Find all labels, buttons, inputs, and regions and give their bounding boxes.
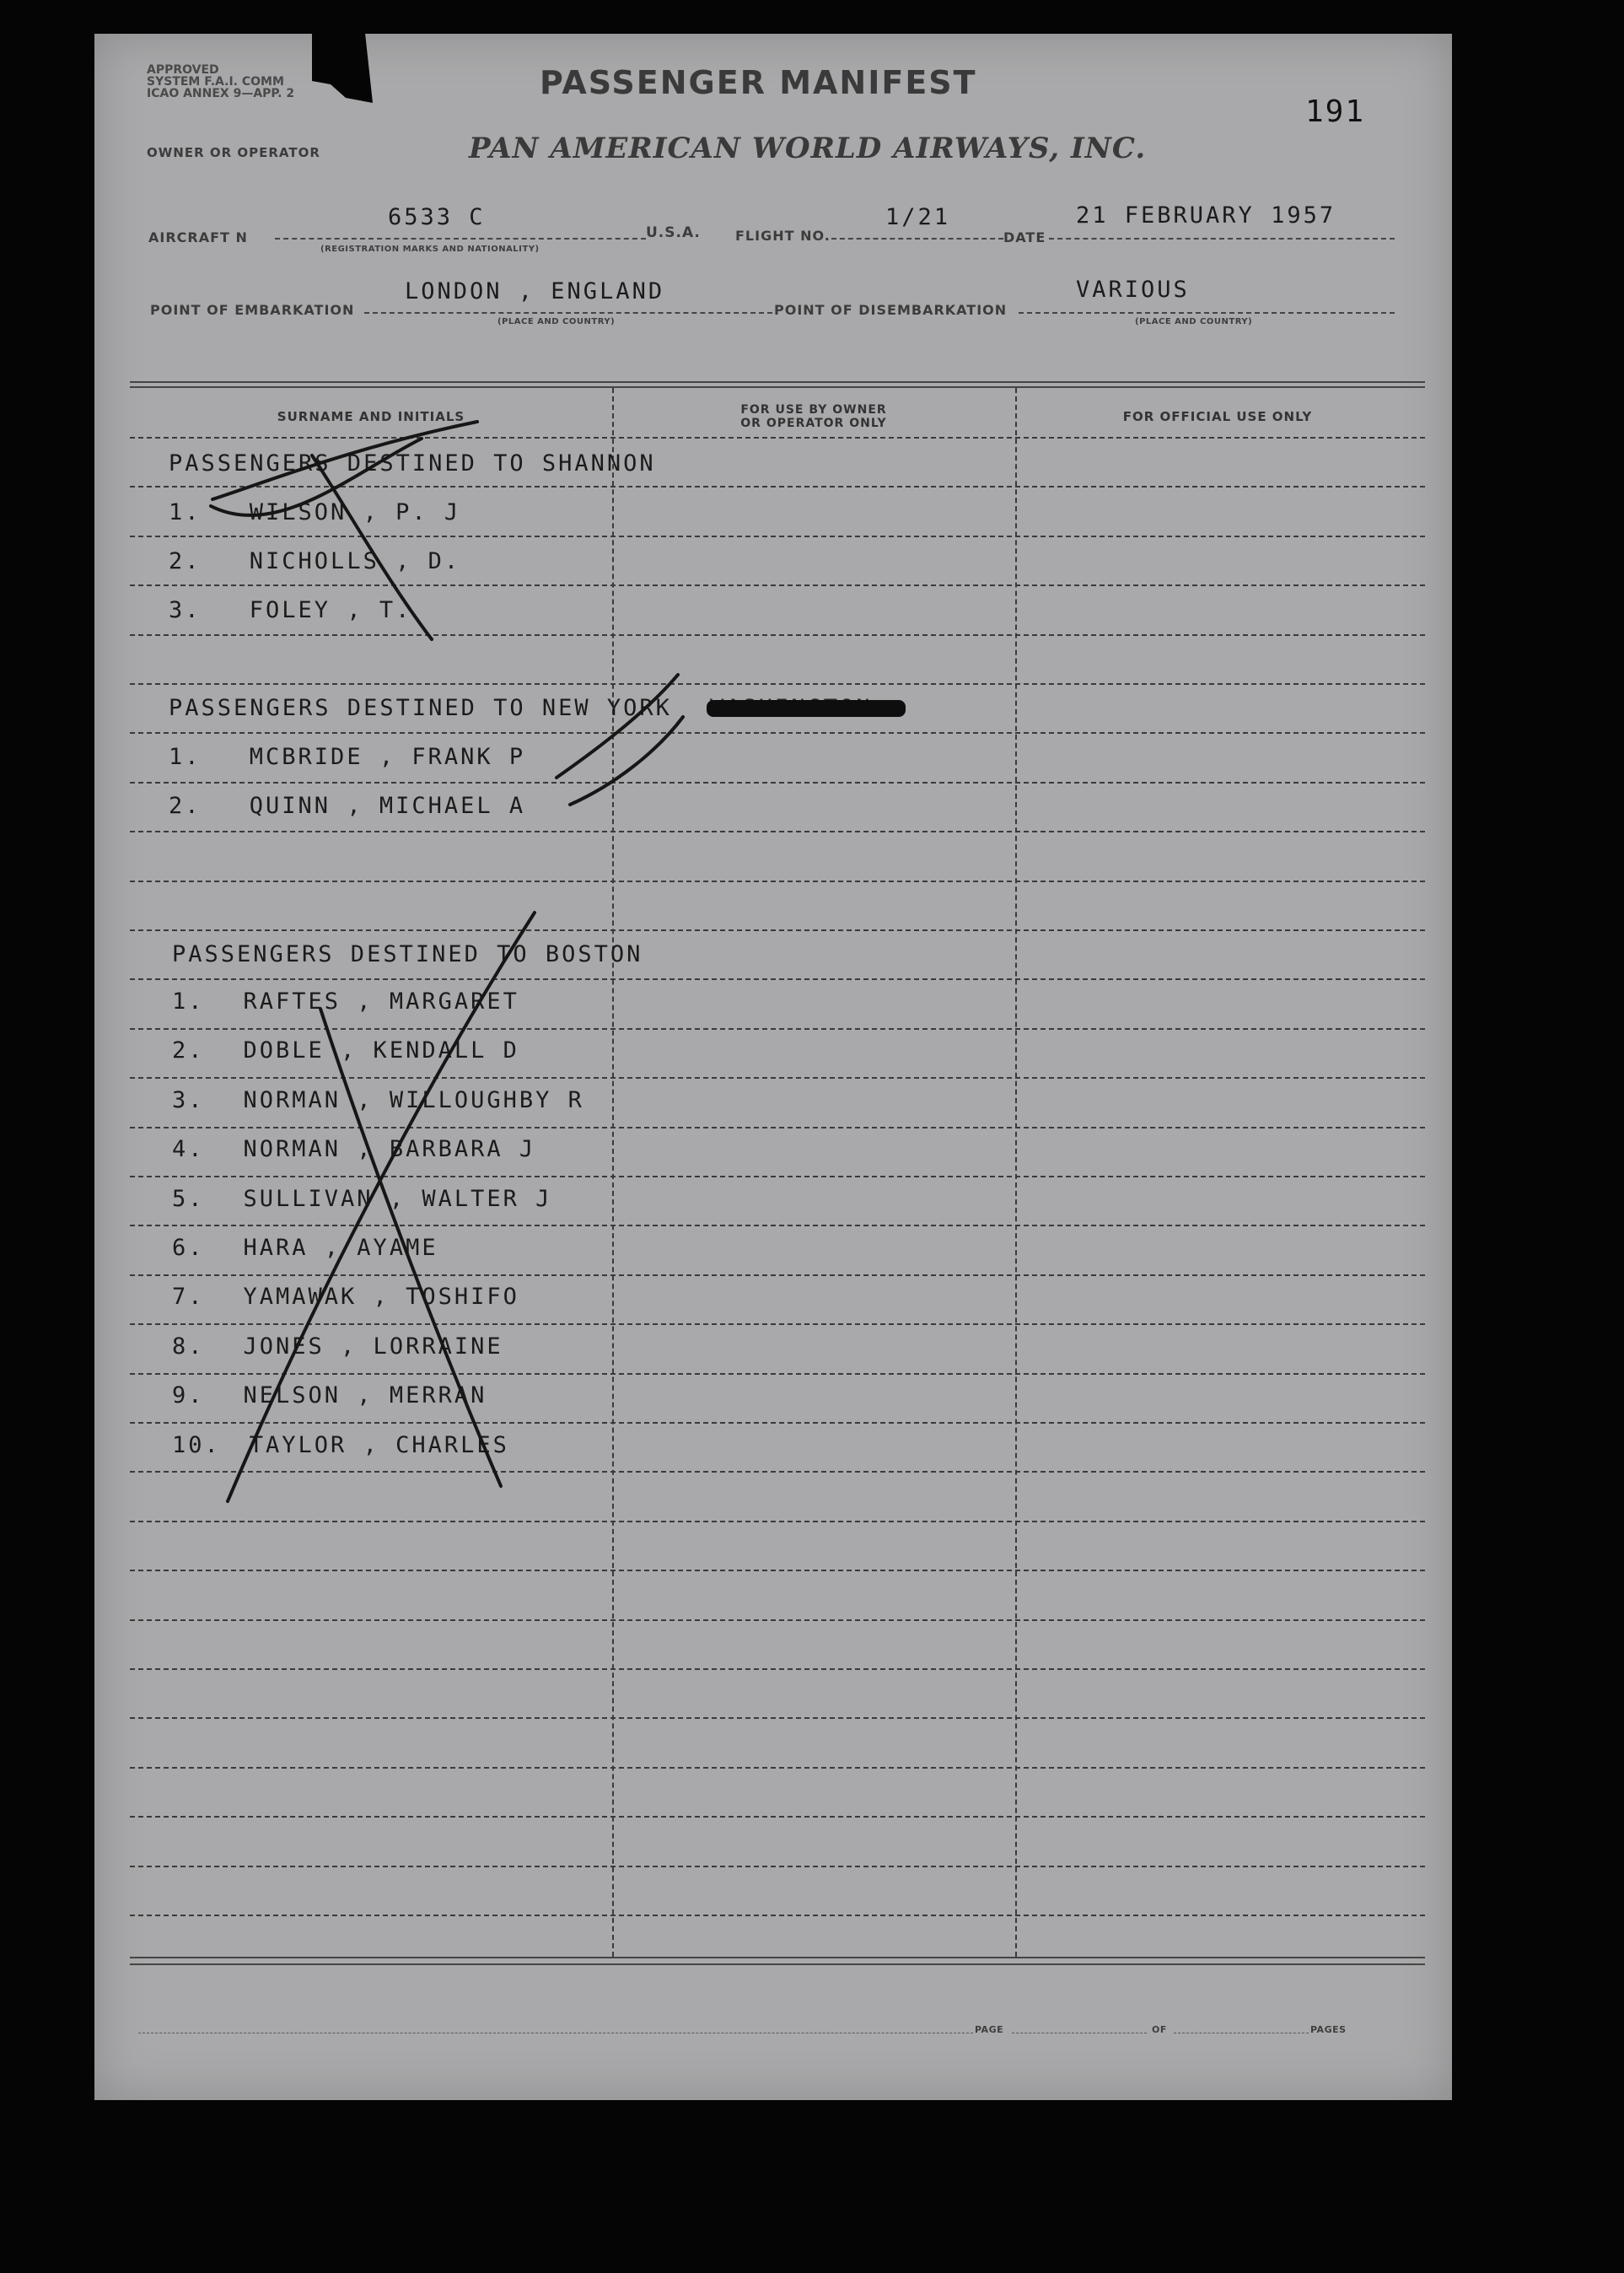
strike-through-bar (707, 700, 906, 717)
passenger-name: NICHOLLS , D. (249, 548, 461, 574)
passenger-row (172, 1037, 519, 1064)
passenger-number: 4. (172, 1136, 205, 1163)
passenger-number: 10. (172, 1431, 221, 1458)
passenger-number: 6. (172, 1235, 205, 1261)
table-rule-line (130, 437, 1425, 439)
passenger-name: QUINN , MICHAEL A (249, 793, 526, 819)
passenger-row (172, 1136, 535, 1162)
stamp-line-1: APPROVED (147, 63, 219, 77)
table-rule-line (130, 1373, 1425, 1375)
registration-caption: (REGISTRATION MARKS AND NATIONALITY) (320, 245, 540, 254)
passenger-number: 1. (172, 988, 205, 1015)
table-rule-line (130, 1619, 1425, 1621)
footer-of-label: OF (1152, 2024, 1167, 2035)
passenger-number: 8. (172, 1333, 205, 1360)
table-rule-line (130, 584, 1425, 586)
embarkation-line (364, 312, 772, 314)
passenger-number: 5. (172, 1185, 205, 1212)
passenger-name: JONES , LORRAINE (243, 1333, 503, 1360)
table-rule-line (130, 1176, 1425, 1177)
column-header-owner (624, 403, 1003, 430)
stamp-line-2: SYSTEM F.A.I. COMM (147, 75, 284, 89)
table-rule-line (130, 1127, 1425, 1128)
passenger-number: 9. (172, 1382, 205, 1409)
passenger-row (169, 744, 525, 770)
passenger-name: NELSON , MERRAN (243, 1382, 487, 1409)
table-rule-line (130, 1323, 1425, 1325)
column-divider-2 (1015, 388, 1017, 1957)
table-rule-line (130, 1225, 1425, 1226)
approval-stamp (147, 64, 294, 100)
passenger-name: HARA , AYAME (243, 1235, 438, 1261)
table-top-rule (130, 381, 1425, 383)
date-value: 21 FEBRUARY 1957 (1076, 202, 1336, 229)
passenger-name: SULLIVAN , WALTER J (243, 1185, 552, 1212)
passenger-number: 3. (172, 1086, 205, 1113)
disembarkation-caption: (PLACE AND COUNTRY) (1135, 317, 1253, 326)
passenger-row (169, 793, 525, 819)
flight-value: 1/21 (885, 204, 951, 230)
table-rule-line (130, 1422, 1425, 1424)
table-bottom-rule (130, 1957, 1425, 1958)
date-line (1049, 238, 1395, 240)
table-rule-line (130, 1717, 1425, 1719)
flight-line (831, 238, 1003, 240)
passenger-row (169, 548, 460, 574)
embarkation-label: POINT OF EMBARKATION (150, 302, 355, 318)
passenger-name: FOLEY , T. (249, 597, 412, 623)
passenger-name: TAYLOR , CHARLES (249, 1431, 509, 1458)
table-rule-line (130, 1570, 1425, 1571)
disembarkation-value: VARIOUS (1076, 277, 1190, 303)
torn-corner-mark (312, 25, 379, 110)
flight-label: FLIGHT NO. (735, 228, 831, 244)
passenger-row (172, 1432, 509, 1458)
table-rule-line (130, 1077, 1425, 1079)
passenger-row (169, 499, 460, 525)
table-rule-line (130, 1767, 1425, 1769)
passenger-row (172, 1186, 551, 1212)
table-rule-line (130, 1028, 1425, 1030)
passenger-name: WILSON , P. J (249, 499, 461, 525)
page-number: 191 (1305, 94, 1366, 129)
stamp-line-3: ICAO ANNEX 9—APP. 2 (147, 87, 295, 100)
form-title: PASSENGER MANIFEST (540, 64, 977, 101)
table-rule-line (130, 881, 1425, 882)
passenger-row (169, 597, 411, 623)
table-rule-line (130, 782, 1425, 784)
passenger-row (172, 988, 519, 1015)
table-rule-line (130, 1521, 1425, 1522)
table-bottom-rule-2 (130, 1963, 1425, 1965)
aircraft-line (275, 238, 646, 240)
table-rule-line (130, 1471, 1425, 1473)
passenger-number: 2. (169, 548, 202, 574)
table-rule-line (130, 486, 1425, 487)
passenger-row (172, 1284, 519, 1310)
column-header-surname: SURNAME AND INITIALS (277, 409, 465, 424)
usa-label: U.S.A. (646, 224, 701, 241)
disembarkation-line (1019, 312, 1395, 314)
aircraft-value: 6533 C (388, 204, 486, 230)
passenger-name: MCBRIDE , FRANK P (249, 744, 526, 770)
column-divider-1 (612, 388, 614, 1957)
disembarkation-label: POINT OF DISEMBARKATION (774, 302, 1008, 318)
passenger-number: 3. (169, 597, 202, 623)
table-rule-line (130, 732, 1425, 734)
group-heading-boston: PASSENGERS DESTINED TO BOSTON (172, 941, 643, 967)
passenger-name: DOBLE , KENDALL D (243, 1037, 519, 1064)
table-rule-line (130, 536, 1425, 537)
table-rule-line (130, 978, 1425, 980)
table-top-rule-2 (130, 386, 1425, 388)
passenger-name: NORMAN , BARBARA J (243, 1136, 536, 1163)
table-rule-line (130, 1274, 1425, 1276)
table-rule-line (130, 1866, 1425, 1867)
column-header-official: FOR OFFICIAL USE ONLY (1122, 409, 1313, 424)
passenger-name: RAFTES , MARGARET (243, 988, 519, 1015)
table-rule-line (130, 831, 1425, 832)
embarkation-caption: (PLACE AND COUNTRY) (497, 317, 616, 326)
manifest-sheet (94, 34, 1452, 2100)
group-heading-shannon: PASSENGERS DESTINED TO SHANNON (169, 450, 656, 477)
passenger-name: NORMAN , WILLOUGHBY R (243, 1086, 584, 1113)
column-header-owner-line2: OR OPERATOR ONLY (740, 417, 887, 430)
passenger-number: 1. (169, 499, 202, 525)
passenger-row (172, 1087, 584, 1113)
passenger-row (172, 1382, 487, 1409)
date-label: DATE (1003, 229, 1046, 245)
column-header-owner-line1: FOR USE BY OWNER (740, 403, 887, 417)
footer-page-label: PAGE (975, 2024, 1004, 2035)
embarkation-value: LONDON , ENGLAND (405, 278, 665, 304)
table-rule-line (130, 1816, 1425, 1818)
owner-label: OWNER OR OPERATOR (147, 145, 320, 160)
passenger-number: 1. (169, 744, 202, 770)
table-rule-line (130, 683, 1425, 685)
group-heading-new-york: PASSENGERS DESTINED TO NEW YORK (169, 695, 672, 721)
passenger-number: 7. (172, 1284, 205, 1311)
passenger-name: YAMAWAK , TOSHIFO (243, 1284, 519, 1311)
passenger-row (172, 1235, 438, 1261)
passenger-number: 2. (169, 793, 202, 819)
table-rule-line (130, 634, 1425, 636)
table-rule-line (130, 1915, 1425, 1916)
table-rule-line (130, 1668, 1425, 1670)
passenger-row (172, 1333, 503, 1360)
airline-name: PAN AMERICAN WORLD AIRWAYS, INC. (469, 132, 1147, 165)
footer-pages-label: PAGES (1310, 2024, 1347, 2035)
table-rule-line (130, 929, 1425, 931)
passenger-number: 2. (172, 1037, 205, 1064)
aircraft-label: AIRCRAFT N (148, 229, 248, 245)
